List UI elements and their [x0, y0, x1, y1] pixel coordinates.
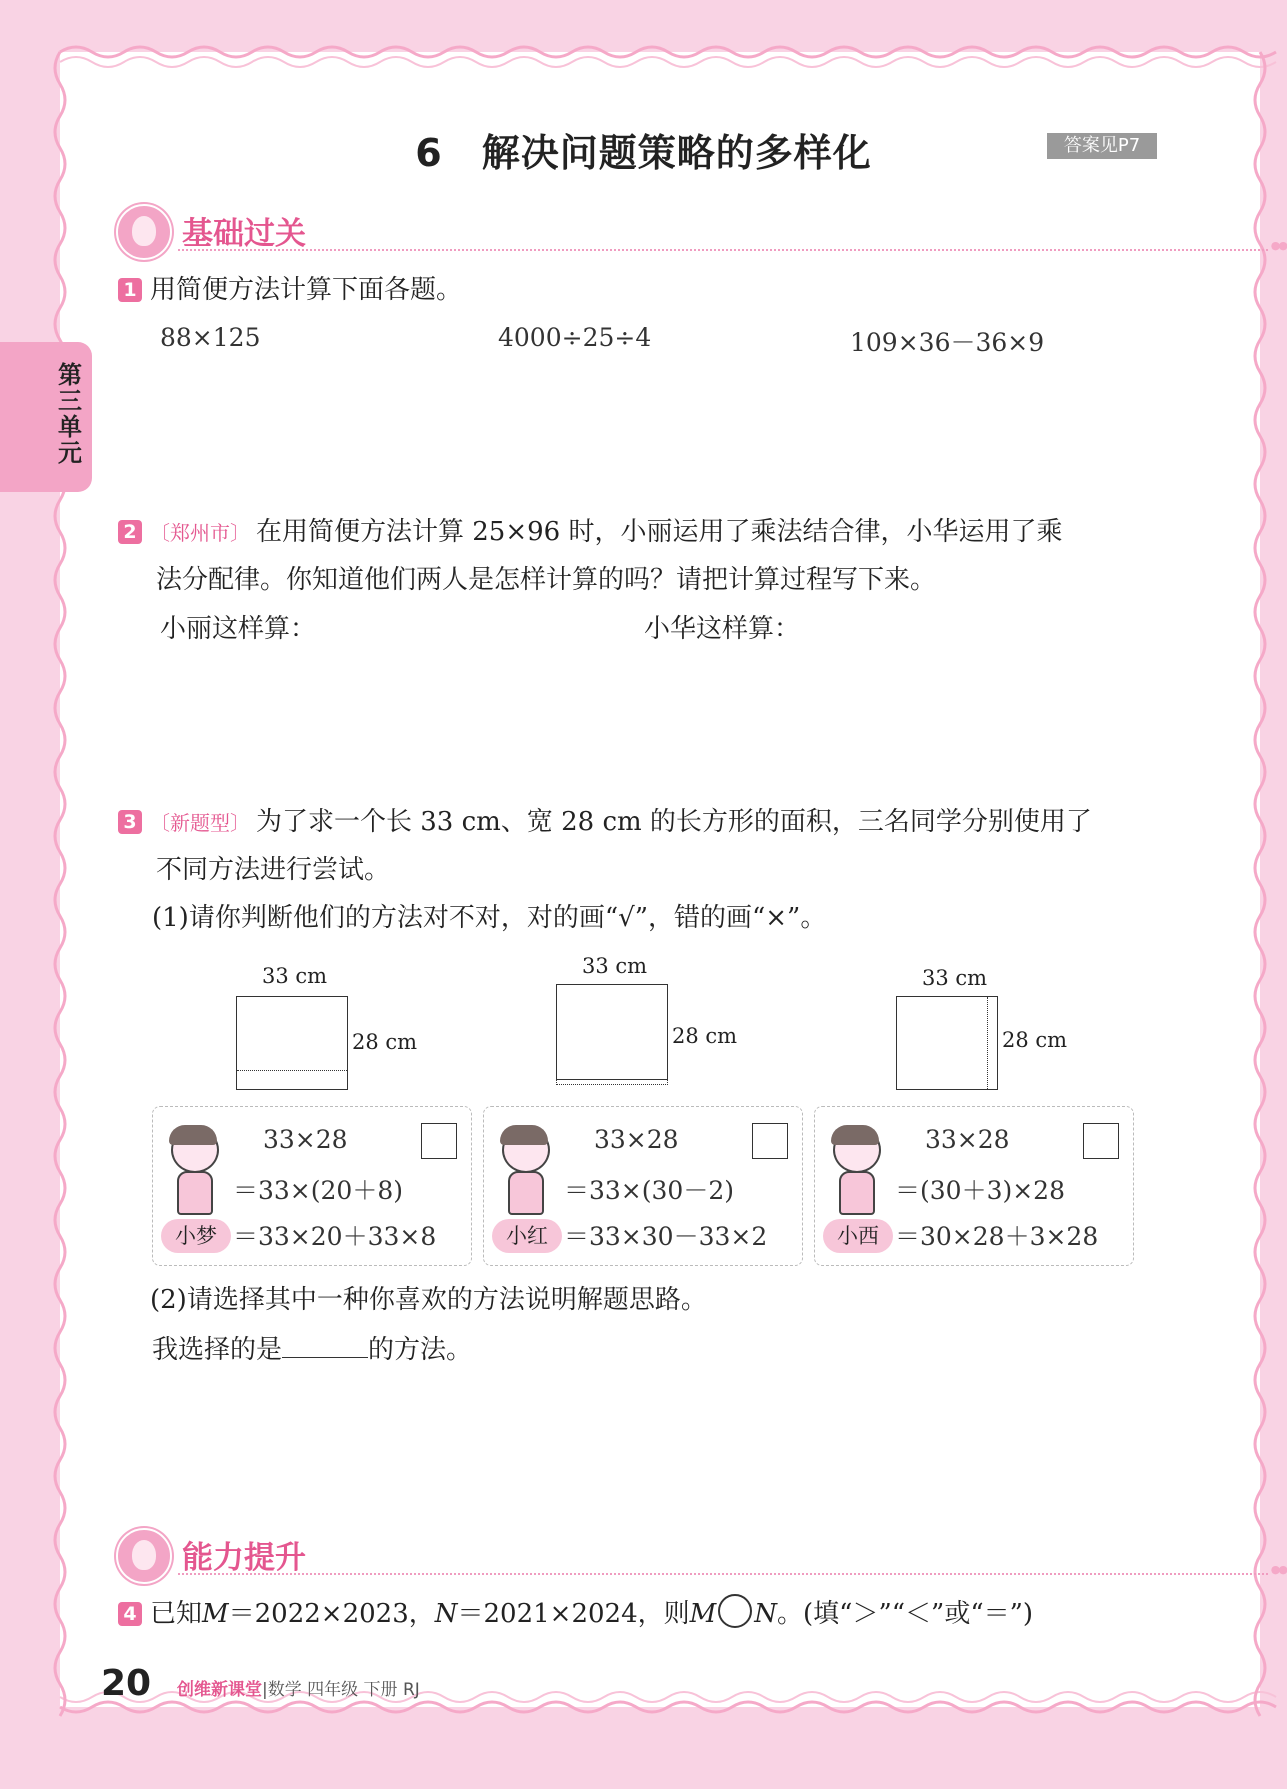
length-label: 33 cm: [922, 966, 988, 990]
choice-prefix: 我选择的是: [152, 1335, 283, 1365]
xiaoli-label: 小丽这样算：: [160, 614, 317, 644]
girl-avatar: [496, 1127, 552, 1213]
page-title: 6 解决问题策略的多样化: [415, 131, 872, 175]
boy-avatar: [827, 1127, 883, 1213]
question-2-line-2: 法分配律。你知道他们两人是怎样计算的吗？请把计算过程写下来。: [156, 565, 937, 595]
calc-line-2: ＝33×(20＋8): [233, 1176, 403, 1205]
q4-eq2: ＝2021×2024，则: [457, 1599, 690, 1629]
calc-line-1: 33×28: [594, 1125, 679, 1154]
length-label: 33 cm: [262, 964, 328, 988]
width-label: 28 cm: [672, 1024, 738, 1048]
var-m: M: [202, 1599, 229, 1629]
rectangle-diagram-2-extension: [556, 1078, 668, 1085]
var-n: N: [754, 1599, 778, 1629]
question-3-part-1: (1)请你判断他们的方法对不对，对的画“√”，错的画“×”。: [152, 903, 827, 933]
section-title: 基础过关: [182, 216, 306, 252]
calc-line-3: ＝33×30－33×2: [564, 1222, 768, 1251]
question-number-badge: 2: [118, 520, 142, 544]
calc-line-3: ＝30×28＋3×28: [895, 1222, 1099, 1251]
source-tag: 〔新题型〕: [150, 811, 250, 835]
student-card-xiaoxi: [814, 1106, 1134, 1266]
rectangle-diagram-1: [236, 996, 348, 1090]
question-number-badge: 1: [118, 278, 142, 302]
question-4: [118, 1590, 1033, 1638]
footer-meta: |数学 四年级 下册 RJ: [262, 1680, 420, 1700]
question-1-text: 用简便方法计算下面各题。: [150, 275, 463, 305]
calc-line-1: 33×28: [925, 1125, 1010, 1154]
q1-expression-1: 88×125: [160, 323, 261, 352]
q4-eq1: ＝2022×2023，: [228, 1599, 435, 1629]
unit-label: 第三单元: [58, 361, 82, 467]
length-label: 33 cm: [582, 954, 648, 978]
calc-line-2: ＝(30＋3)×28: [895, 1176, 1065, 1205]
answer-reference: 答案见P7: [1047, 133, 1157, 159]
unit-side-tab: [0, 342, 92, 492]
width-label: 28 cm: [1002, 1028, 1068, 1052]
question-3-line-1: 为了求一个长 33 cm、宽 28 cm 的长方形的面积，三名同学分别使用了: [256, 807, 1092, 837]
page-number: 20: [101, 1663, 152, 1704]
var-n: N: [434, 1599, 458, 1629]
q4-text-end: 。(填“＞”“＜”或“＝”): [777, 1599, 1034, 1629]
question-1: [118, 266, 462, 314]
width-label: 28 cm: [352, 1030, 418, 1054]
answer-checkbox[interactable]: [421, 1123, 457, 1159]
student-name: 小西: [823, 1219, 893, 1253]
calc-line-2: ＝33×(30－2): [564, 1176, 734, 1205]
q4-text-a: 已知: [150, 1599, 203, 1629]
calc-line-3: ＝33×20＋33×8: [233, 1222, 437, 1251]
question-2-line-1: 在用简便方法计算 25×96 时，小丽运用了乘法结合律，小华运用了乘: [256, 517, 1063, 547]
question-2: [118, 508, 1062, 557]
question-number-badge: 3: [118, 810, 142, 834]
choice-suffix: 的方法。: [368, 1335, 473, 1365]
question-3-choice: [152, 1326, 472, 1374]
dotted-divider: [178, 1573, 1268, 1575]
rectangle-diagram-3: [896, 996, 998, 1090]
brand-name: 创维新课堂: [177, 1680, 262, 1700]
answer-blank[interactable]: [282, 1333, 368, 1358]
mascot-icon: [116, 1528, 172, 1584]
calc-line-1: 33×28: [263, 1125, 348, 1154]
rectangle-diagram-2: [556, 984, 668, 1080]
answer-checkbox[interactable]: [1083, 1123, 1119, 1159]
answer-checkbox[interactable]: [752, 1123, 788, 1159]
dotted-divider: [178, 249, 1268, 251]
question-number-badge: 4: [118, 1602, 142, 1626]
question-3: [118, 798, 1092, 847]
girl-avatar: [165, 1127, 221, 1213]
student-name: 小梦: [161, 1219, 231, 1253]
source-tag: 〔郑州市〕: [150, 521, 250, 545]
footer-brand: [177, 1675, 420, 1700]
q1-expression-2: 4000÷25÷4: [498, 323, 652, 352]
xiaohua-label: 小华这样算：: [644, 614, 801, 644]
var-m: M: [689, 1599, 717, 1629]
q1-expression-3: 109×36－36×9: [850, 328, 1045, 357]
mascot-icon: [116, 204, 172, 260]
compare-circle[interactable]: [718, 1594, 752, 1628]
section-title: 能力提升: [182, 1540, 306, 1576]
student-card-xiaomeng: [152, 1106, 472, 1266]
question-3-line-2: 不同方法进行尝试。: [156, 855, 391, 885]
question-3-part-2: (2)请选择其中一种你喜欢的方法说明解题思路。: [150, 1285, 707, 1315]
student-card-xiaohong: [483, 1106, 803, 1266]
student-name: 小红: [492, 1219, 562, 1253]
